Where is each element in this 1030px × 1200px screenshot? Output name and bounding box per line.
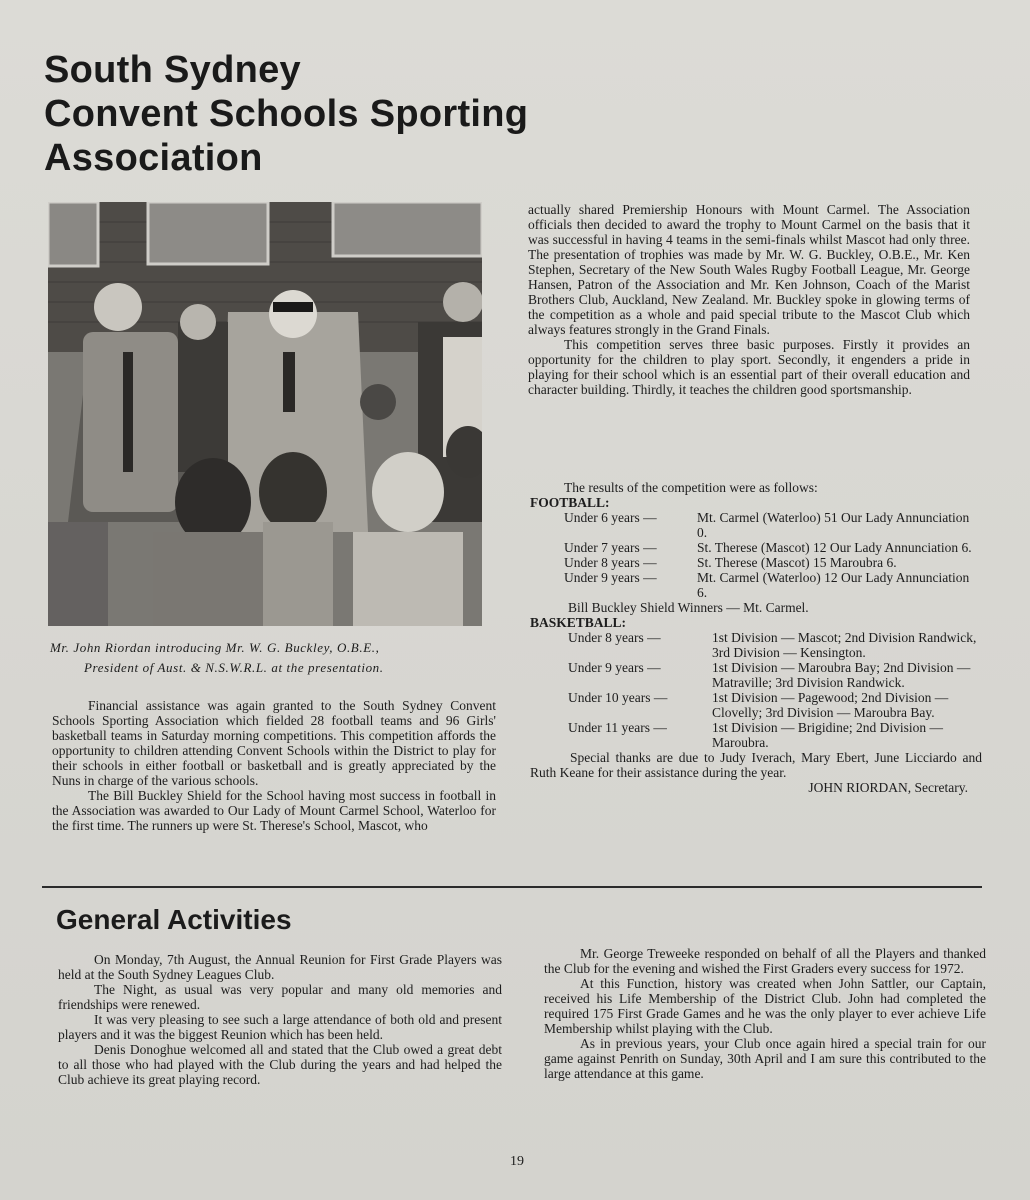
- presentation-photo: [48, 202, 482, 626]
- general-paragraph: Mr. George Treweeke responded on behalf of all the Players and thanked the Club for the evening and wished the First Graders every success for 1972.: [544, 946, 986, 976]
- caption-line-1: Mr. John Riordan introducing Mr. W. G. Buckley, O.B.E.,: [50, 640, 380, 655]
- general-paragraph: On Monday, 7th August, the Annual Reunion for First Grade Players was held at the South Sydney Leagues Club.: [58, 952, 502, 982]
- result-age: Under 9 years —: [564, 570, 657, 585]
- article-continuation: actually shared Premiership Honours with Mount Carmel. The Association officials then decided to award the trophy to Mount Carmel on the basis that it was successful in having 4 teams in the semi-finals whilst Mascot had only three. The presentation of trophies was made by Mr. W. G. Buckley, O.B.E., Mr. Ken Stephen, Secretary of the New South Wales Rugby Football League, Mr. George Hansen, Patron of the Association and Mr. Ken Johnson, Coach of the Marist Brothers Club, Auckland, New Zealand. Mr. Buckley spoke in glowing terms of the competition as a whole and paid special tribute to the Mascot Club which always features strongly in the Grand Finals.: [528, 202, 970, 337]
- result-text: 1st Division — Pagewood; 2nd Division — Clovelly; 3rd Division — Maroubra Bay.: [712, 690, 949, 720]
- result-row: [530, 690, 982, 720]
- article-title: [44, 48, 528, 180]
- title-line-1: South Sydney: [44, 49, 301, 91]
- special-thanks: Special thanks are due to Judy Iverach, Mary Ebert, June Licciardo and Ruth Keane for their assistance during the year.: [530, 750, 982, 780]
- article-paragraph: Financial assistance was again granted to the South Sydney Convent Schools Sporting Association which fielded 28 football teams and 96 Girls' basketball teams in Saturday morning competitions. This competition affords the opportunity to children attending Convent Schools within the District to play for their schools in either football or basketball and is greatly appreciated by the Nuns in charge of the various schools.: [52, 698, 496, 788]
- title-line-2: Convent Schools Sporting: [44, 93, 529, 135]
- result-row: [530, 555, 982, 570]
- result-age: Under 9 years —: [568, 660, 661, 675]
- result-text: 1st Division — Brigidine; 2nd Division — Maroubra.: [712, 720, 944, 750]
- competition-results: [530, 480, 982, 795]
- general-paragraph: It was very pleasing to see such a large attendance of both old and present players and it was the biggest Reunion which has been held.: [58, 1012, 502, 1042]
- result-row: [530, 540, 982, 555]
- article-paragraph: The Bill Buckley Shield for the School having most success in football in the Association was awarded to Our Lady of Mount Carmel School, Waterloo for the first time. The runners up were St. Therese's School, Mascot, who: [52, 788, 496, 833]
- caption-line-2: President of Aust. & N.S.W.R.L. at the presentation.: [84, 660, 384, 675]
- general-right-column: [544, 946, 986, 1081]
- section-divider: [42, 886, 982, 888]
- result-row: [530, 720, 982, 750]
- general-paragraph: As in previous years, your Club once again hired a special train for our game against Penrith on Sunday, 30th April and I am sure this contributed to the large attendance at this game.: [544, 1036, 986, 1081]
- result-text: 1st Division — Mascot; 2nd Division Randwick, 3rd Division — Kensington.: [712, 630, 977, 660]
- general-paragraph: Denis Donoghue welcomed all and stated that the Club owed a great debt to all those who had played with the Club during the years and had helped the Club achieve its great playing record.: [58, 1042, 502, 1087]
- result-age: Under 8 years —: [564, 555, 657, 570]
- result-age: Under 11 years —: [568, 720, 667, 735]
- result-row: [530, 630, 982, 660]
- results-intro: The results of the competition were as follows:: [564, 480, 818, 495]
- general-left-column: [58, 952, 502, 1087]
- football-heading: FOOTBALL:: [530, 495, 610, 510]
- photo-caption: [50, 638, 490, 678]
- result-row: [530, 510, 982, 540]
- shield-winners: Bill Buckley Shield Winners — Mt. Carmel.: [568, 600, 809, 615]
- result-row: [530, 660, 982, 690]
- article-right-column: [528, 202, 970, 397]
- result-age: Under 7 years —: [564, 540, 657, 555]
- result-row: [530, 570, 982, 600]
- general-paragraph: At this Function, history was created when John Sattler, our Captain, received his Life Membership of the District Club. John had completed the required 175 First Grade Games and he was the only player to ever achieve Life Membership whilst playing with the Club.: [544, 976, 986, 1036]
- article-paragraph: This competition serves three basic purposes. Firstly it provides an opportunity for the children to play sport. Secondly, it engenders a pride in playing for their school which is an essential part of their overall education and character building. Thirdly, it teaches the children good sportsmanship.: [528, 337, 970, 397]
- result-text: Mt. Carmel (Waterloo) 51 Our Lady Annunciation 0.: [697, 510, 970, 540]
- general-paragraph: The Night, as usual was very popular and many old memories and friendships were renewed.: [58, 982, 502, 1012]
- result-age: Under 8 years —: [568, 630, 661, 645]
- basketball-heading: BASKETBALL:: [530, 615, 627, 630]
- result-text: St. Therese (Mascot) 15 Maroubra 6.: [697, 555, 897, 570]
- title-line-3: Association: [44, 137, 263, 179]
- result-text: St. Therese (Mascot) 12 Our Lady Annunciation 6.: [697, 540, 972, 555]
- result-text: 1st Division — Maroubra Bay; 2nd Division — Matraville; 3rd Division Randwick.: [712, 660, 971, 690]
- page-number: 19: [510, 1154, 524, 1169]
- result-age: Under 6 years —: [564, 510, 657, 525]
- result-age: Under 10 years —: [568, 690, 668, 705]
- article-left-column: [52, 698, 496, 833]
- result-text: Mt. Carmel (Waterloo) 12 Our Lady Annunciation 6.: [697, 570, 970, 600]
- photo-illustration: [48, 202, 482, 626]
- section-heading: General Activities: [56, 904, 292, 935]
- signature: JOHN RIORDAN, Secretary.: [808, 780, 968, 795]
